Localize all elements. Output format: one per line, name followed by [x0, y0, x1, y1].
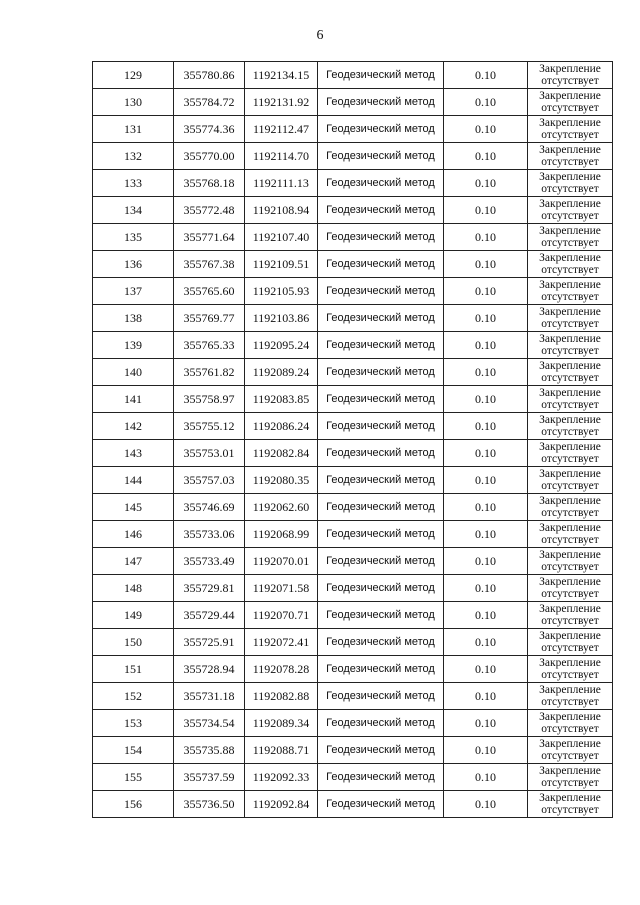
y-coordinate-cell: 1192086.24	[245, 413, 318, 440]
fixing-description-cell: Закрепление отсутствует	[528, 494, 613, 521]
table-row	[93, 440, 613, 467]
x-coordinate-cell: 355753.01	[174, 440, 245, 467]
method-cell: Геодезический метод	[318, 575, 444, 602]
fixing-description-cell: Закрепление отсутствует	[528, 710, 613, 737]
fixing-description-cell: Закрепление отсутствует	[528, 224, 613, 251]
method-cell: Геодезический метод	[318, 278, 444, 305]
table-row	[93, 143, 613, 170]
table-row	[93, 791, 613, 818]
x-coordinate-cell: 355735.88	[174, 737, 245, 764]
table-row	[93, 413, 613, 440]
x-coordinate-cell: 355768.18	[174, 170, 245, 197]
y-coordinate-cell: 1192068.99	[245, 521, 318, 548]
method-cell: Геодезический метод	[318, 197, 444, 224]
x-coordinate-cell: 355772.48	[174, 197, 245, 224]
point-number-cell: 144	[93, 467, 174, 494]
point-number-cell: 145	[93, 494, 174, 521]
fixing-description-cell: Закрепление отсутствует	[528, 764, 613, 791]
x-coordinate-cell: 355731.18	[174, 683, 245, 710]
y-coordinate-cell: 1192088.71	[245, 737, 318, 764]
method-cell: Геодезический метод	[318, 737, 444, 764]
y-coordinate-cell: 1192108.94	[245, 197, 318, 224]
fixing-description-cell: Закрепление отсутствует	[528, 791, 613, 818]
accuracy-cell: 0.10	[444, 575, 528, 602]
x-coordinate-cell: 355761.82	[174, 359, 245, 386]
method-cell: Геодезический метод	[318, 683, 444, 710]
point-number-cell: 147	[93, 548, 174, 575]
y-coordinate-cell: 1192105.93	[245, 278, 318, 305]
x-coordinate-cell: 355737.59	[174, 764, 245, 791]
accuracy-cell: 0.10	[444, 413, 528, 440]
method-cell: Геодезический метод	[318, 332, 444, 359]
table-row	[93, 602, 613, 629]
y-coordinate-cell: 1192082.88	[245, 683, 318, 710]
method-cell: Геодезический метод	[318, 629, 444, 656]
fixing-description-cell: Закрепление отсутствует	[528, 170, 613, 197]
table-row	[93, 683, 613, 710]
point-number-cell: 133	[93, 170, 174, 197]
method-cell: Геодезический метод	[318, 251, 444, 278]
table-row	[93, 89, 613, 116]
x-coordinate-cell: 355728.94	[174, 656, 245, 683]
x-coordinate-cell: 355765.33	[174, 332, 245, 359]
method-cell: Геодезический метод	[318, 440, 444, 467]
table-row	[93, 629, 613, 656]
accuracy-cell: 0.10	[444, 305, 528, 332]
x-coordinate-cell: 355784.72	[174, 89, 245, 116]
point-number-cell: 156	[93, 791, 174, 818]
table-row	[93, 494, 613, 521]
fixing-description-cell: Закрепление отсутствует	[528, 116, 613, 143]
y-coordinate-cell: 1192082.84	[245, 440, 318, 467]
method-cell: Геодезический метод	[318, 413, 444, 440]
point-number-cell: 132	[93, 143, 174, 170]
fixing-description-cell: Закрепление отсутствует	[528, 602, 613, 629]
accuracy-cell: 0.10	[444, 62, 528, 89]
method-cell: Геодезический метод	[318, 656, 444, 683]
method-cell: Геодезический метод	[318, 116, 444, 143]
method-cell: Геодезический метод	[318, 359, 444, 386]
method-cell: Геодезический метод	[318, 170, 444, 197]
table-row	[93, 305, 613, 332]
point-number-cell: 150	[93, 629, 174, 656]
y-coordinate-cell: 1192083.85	[245, 386, 318, 413]
accuracy-cell: 0.10	[444, 521, 528, 548]
fixing-description-cell: Закрепление отсутствует	[528, 332, 613, 359]
point-number-cell: 142	[93, 413, 174, 440]
page-number: 6	[316, 28, 324, 43]
table-row	[93, 62, 613, 89]
accuracy-cell: 0.10	[444, 143, 528, 170]
accuracy-cell: 0.10	[444, 683, 528, 710]
point-number-cell: 134	[93, 197, 174, 224]
table-row	[93, 521, 613, 548]
accuracy-cell: 0.10	[444, 224, 528, 251]
point-number-cell: 138	[93, 305, 174, 332]
accuracy-cell: 0.10	[444, 710, 528, 737]
fixing-description-cell: Закрепление отсутствует	[528, 575, 613, 602]
y-coordinate-cell: 1192062.60	[245, 494, 318, 521]
point-number-cell: 135	[93, 224, 174, 251]
accuracy-cell: 0.10	[444, 791, 528, 818]
y-coordinate-cell: 1192109.51	[245, 251, 318, 278]
x-coordinate-cell: 355770.00	[174, 143, 245, 170]
fixing-description-cell: Закрепление отсутствует	[528, 251, 613, 278]
y-coordinate-cell: 1192092.33	[245, 764, 318, 791]
x-coordinate-cell: 355746.69	[174, 494, 245, 521]
point-number-cell: 146	[93, 521, 174, 548]
point-number-cell: 154	[93, 737, 174, 764]
point-number-cell: 152	[93, 683, 174, 710]
method-cell: Геодезический метод	[318, 386, 444, 413]
method-cell: Геодезический метод	[318, 548, 444, 575]
accuracy-cell: 0.10	[444, 737, 528, 764]
fixing-description-cell: Закрепление отсутствует	[528, 305, 613, 332]
accuracy-cell: 0.10	[444, 332, 528, 359]
accuracy-cell: 0.10	[444, 251, 528, 278]
accuracy-cell: 0.10	[444, 494, 528, 521]
x-coordinate-cell: 355725.91	[174, 629, 245, 656]
x-coordinate-cell: 355733.49	[174, 548, 245, 575]
point-number-cell: 137	[93, 278, 174, 305]
x-coordinate-cell: 355771.64	[174, 224, 245, 251]
fixing-description-cell: Закрепление отсутствует	[528, 359, 613, 386]
point-number-cell: 141	[93, 386, 174, 413]
fixing-description-cell: Закрепление отсутствует	[528, 440, 613, 467]
table-row	[93, 224, 613, 251]
method-cell: Геодезический метод	[318, 791, 444, 818]
table-row	[93, 764, 613, 791]
method-cell: Геодезический метод	[318, 467, 444, 494]
table-row	[93, 251, 613, 278]
table-row	[93, 548, 613, 575]
accuracy-cell: 0.10	[444, 440, 528, 467]
y-coordinate-cell: 1192112.47	[245, 116, 318, 143]
point-number-cell: 155	[93, 764, 174, 791]
accuracy-cell: 0.10	[444, 764, 528, 791]
point-number-cell: 143	[93, 440, 174, 467]
x-coordinate-cell: 355774.36	[174, 116, 245, 143]
method-cell: Геодезический метод	[318, 602, 444, 629]
accuracy-cell: 0.10	[444, 89, 528, 116]
fixing-description-cell: Закрепление отсутствует	[528, 656, 613, 683]
accuracy-cell: 0.10	[444, 197, 528, 224]
accuracy-cell: 0.10	[444, 656, 528, 683]
x-coordinate-cell: 355767.38	[174, 251, 245, 278]
point-number-cell: 129	[93, 62, 174, 89]
fixing-description-cell: Закрепление отсутствует	[528, 548, 613, 575]
point-number-cell: 153	[93, 710, 174, 737]
method-cell: Геодезический метод	[318, 521, 444, 548]
point-number-cell: 149	[93, 602, 174, 629]
table-row	[93, 656, 613, 683]
point-number-cell: 148	[93, 575, 174, 602]
point-number-cell: 140	[93, 359, 174, 386]
table-row	[93, 359, 613, 386]
method-cell: Геодезический метод	[318, 62, 444, 89]
accuracy-cell: 0.10	[444, 602, 528, 629]
x-coordinate-cell: 355757.03	[174, 467, 245, 494]
method-cell: Геодезический метод	[318, 89, 444, 116]
table-row	[93, 386, 613, 413]
fixing-description-cell: Закрепление отсутствует	[528, 386, 613, 413]
table-row	[93, 116, 613, 143]
point-number-cell: 136	[93, 251, 174, 278]
fixing-description-cell: Закрепление отсутствует	[528, 629, 613, 656]
y-coordinate-cell: 1192070.01	[245, 548, 318, 575]
method-cell: Геодезический метод	[318, 143, 444, 170]
method-cell: Геодезический метод	[318, 305, 444, 332]
fixing-description-cell: Закрепление отсутствует	[528, 737, 613, 764]
accuracy-cell: 0.10	[444, 116, 528, 143]
x-coordinate-cell: 355734.54	[174, 710, 245, 737]
y-coordinate-cell: 1192070.71	[245, 602, 318, 629]
x-coordinate-cell: 355765.60	[174, 278, 245, 305]
table-row	[93, 332, 613, 359]
accuracy-cell: 0.10	[444, 170, 528, 197]
y-coordinate-cell: 1192089.34	[245, 710, 318, 737]
x-coordinate-cell: 355758.97	[174, 386, 245, 413]
method-cell: Геодезический метод	[318, 224, 444, 251]
fixing-description-cell: Закрепление отсутствует	[528, 413, 613, 440]
y-coordinate-cell: 1192071.58	[245, 575, 318, 602]
x-coordinate-cell: 355736.50	[174, 791, 245, 818]
y-coordinate-cell: 1192089.24	[245, 359, 318, 386]
x-coordinate-cell: 355780.86	[174, 62, 245, 89]
table-row	[93, 467, 613, 494]
point-number-cell: 151	[93, 656, 174, 683]
method-cell: Геодезический метод	[318, 764, 444, 791]
method-cell: Геодезический метод	[318, 494, 444, 521]
y-coordinate-cell: 1192095.24	[245, 332, 318, 359]
table-row	[93, 278, 613, 305]
y-coordinate-cell: 1192072.41	[245, 629, 318, 656]
fixing-description-cell: Закрепление отсутствует	[528, 467, 613, 494]
table-row	[93, 710, 613, 737]
fixing-description-cell: Закрепление отсутствует	[528, 683, 613, 710]
y-coordinate-cell: 1192107.40	[245, 224, 318, 251]
y-coordinate-cell: 1192078.28	[245, 656, 318, 683]
y-coordinate-cell: 1192134.15	[245, 62, 318, 89]
x-coordinate-cell: 355729.81	[174, 575, 245, 602]
coordinates-table	[92, 61, 613, 818]
x-coordinate-cell: 355733.06	[174, 521, 245, 548]
table-row	[93, 737, 613, 764]
y-coordinate-cell: 1192080.35	[245, 467, 318, 494]
x-coordinate-cell: 355729.44	[174, 602, 245, 629]
accuracy-cell: 0.10	[444, 548, 528, 575]
accuracy-cell: 0.10	[444, 278, 528, 305]
fixing-description-cell: Закрепление отсутствует	[528, 62, 613, 89]
point-number-cell: 139	[93, 332, 174, 359]
y-coordinate-cell: 1192114.70	[245, 143, 318, 170]
method-cell: Геодезический метод	[318, 710, 444, 737]
y-coordinate-cell: 1192131.92	[245, 89, 318, 116]
point-number-cell: 131	[93, 116, 174, 143]
y-coordinate-cell: 1192103.86	[245, 305, 318, 332]
table-body	[93, 62, 613, 818]
accuracy-cell: 0.10	[444, 359, 528, 386]
accuracy-cell: 0.10	[444, 467, 528, 494]
fixing-description-cell: Закрепление отсутствует	[528, 521, 613, 548]
y-coordinate-cell: 1192111.13	[245, 170, 318, 197]
accuracy-cell: 0.10	[444, 629, 528, 656]
table-row	[93, 197, 613, 224]
x-coordinate-cell: 355769.77	[174, 305, 245, 332]
fixing-description-cell: Закрепление отсутствует	[528, 197, 613, 224]
table-row	[93, 170, 613, 197]
fixing-description-cell: Закрепление отсутствует	[528, 278, 613, 305]
fixing-description-cell: Закрепление отсутствует	[528, 143, 613, 170]
table-row	[93, 575, 613, 602]
y-coordinate-cell: 1192092.84	[245, 791, 318, 818]
accuracy-cell: 0.10	[444, 386, 528, 413]
fixing-description-cell: Закрепление отсутствует	[528, 89, 613, 116]
point-number-cell: 130	[93, 89, 174, 116]
x-coordinate-cell: 355755.12	[174, 413, 245, 440]
